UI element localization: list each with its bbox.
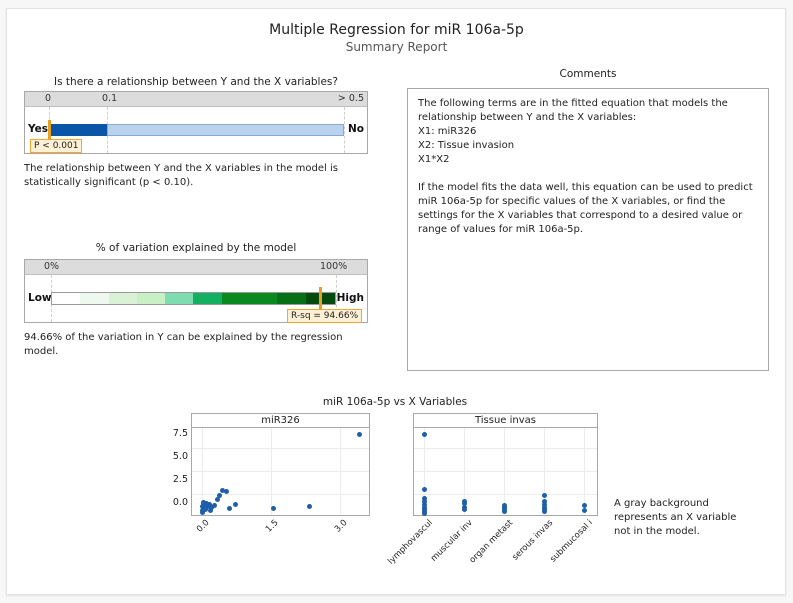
- p-value-marker: [48, 120, 51, 140]
- data-point: [422, 432, 427, 437]
- r-squared-gradient-bar: [51, 292, 336, 305]
- percent-scale: [25, 260, 367, 275]
- data-point: [542, 493, 547, 498]
- variation-title: % of variation explained by the model: [95, 242, 297, 254]
- data-point: [462, 507, 467, 512]
- term-1: X1: miR326: [418, 126, 477, 137]
- p-value-tag: P < 0.001: [30, 139, 82, 153]
- plot-area-mir326: [192, 428, 369, 515]
- p-value-scale: [25, 92, 367, 107]
- data-point: [422, 487, 427, 492]
- term-2: X2: Tissue invasion: [418, 140, 515, 151]
- low-label: Low: [28, 292, 52, 304]
- x-tick-1-5: 1.5: [264, 518, 282, 535]
- x-tick-3-0: 3.0: [333, 518, 351, 535]
- data-point: [233, 502, 238, 507]
- tick-100-percent: 100%: [320, 261, 348, 272]
- tick-0-percent: 0%: [44, 261, 60, 272]
- plot-area-tissue-invas: [414, 428, 597, 515]
- r-squared-tag: R-sq = 94.66%: [287, 309, 362, 323]
- data-point: [215, 497, 220, 502]
- high-label: High: [336, 292, 364, 304]
- comments-usage: If the model fits the data well, this equation can be used to predict miR 106a-5p for specific values of the X variables, or find the settings for the X variables that correspond to a desired value or range of values for miR 106a-5p.: [418, 182, 753, 235]
- data-point: [357, 432, 362, 437]
- relationship-panel: [24, 91, 368, 154]
- x-tick-serous-invas: serous invas: [510, 518, 556, 563]
- not-significant-bar: [107, 124, 344, 136]
- significant-bar: [50, 124, 107, 136]
- data-point: [307, 504, 312, 509]
- comments-box: [407, 88, 769, 371]
- relationship-title: Is there a relationship between Y and the X variables?: [54, 76, 338, 88]
- x-tick-submucosal: submucosal i: [548, 518, 596, 565]
- data-point: [582, 508, 587, 513]
- gridline: [344, 107, 345, 153]
- comments-intro: The following terms are in the fitted equation that models the relationship between Y and the X variables:: [418, 98, 728, 123]
- yes-label: Yes: [28, 123, 49, 135]
- gray-background-note: A gray background represents an X variable not in the model.: [614, 498, 737, 537]
- r-squared-marker: [319, 287, 322, 309]
- tick-0-5: > 0.5: [337, 93, 364, 104]
- data-point: [422, 511, 427, 516]
- x-axis-ticks-mir326: [191, 518, 370, 548]
- data-point: [271, 506, 276, 511]
- data-point: [227, 506, 232, 511]
- no-label: No: [347, 123, 364, 135]
- report-title: Multiple Regression for miR 106a-5p: [269, 22, 524, 38]
- data-point: [542, 509, 547, 514]
- y-tick-7-5: 7.5: [172, 428, 188, 439]
- comments-title: Comments: [559, 68, 617, 80]
- data-point: [220, 488, 225, 493]
- tick-0: 0: [45, 93, 52, 104]
- scatter-panel-tissue-invasion: [413, 413, 598, 516]
- data-point: [502, 509, 507, 514]
- tick-0-1: 0.1: [102, 93, 118, 104]
- report-subtitle: Summary Report: [345, 40, 448, 54]
- scatter-chart-title: miR 106a-5p vs X Variables: [322, 396, 468, 408]
- x-tick-0-0: 0.0: [195, 518, 213, 535]
- y-tick-0-0: 0.0: [172, 497, 188, 508]
- x-tick-lymphovascul: lymphovascul: [386, 518, 436, 567]
- y-tick-5-0: 5.0: [172, 451, 188, 462]
- data-point: [208, 508, 213, 513]
- variation-panel: [24, 259, 368, 323]
- x-tick-muscular-inv: muscular inv: [429, 518, 476, 564]
- panel-strip-mir326: miR326: [192, 414, 369, 428]
- x-tick-organ-metast: organ metast: [467, 518, 516, 566]
- panel-strip-tissue-invas: Tissue invas: [414, 414, 597, 428]
- x-axis-ticks-tissue-invas: [386, 518, 598, 568]
- term-3: X1*X2: [418, 154, 450, 165]
- scatter-panel-mir326: [191, 413, 370, 516]
- variation-description: 94.66% of the variation in Y can be explained by the regression model.: [24, 332, 343, 357]
- relationship-description: The relationship between Y and the X variables in the model is statistically significant (p < 0.10).: [24, 163, 338, 188]
- y-tick-2-5: 2.5: [172, 474, 188, 485]
